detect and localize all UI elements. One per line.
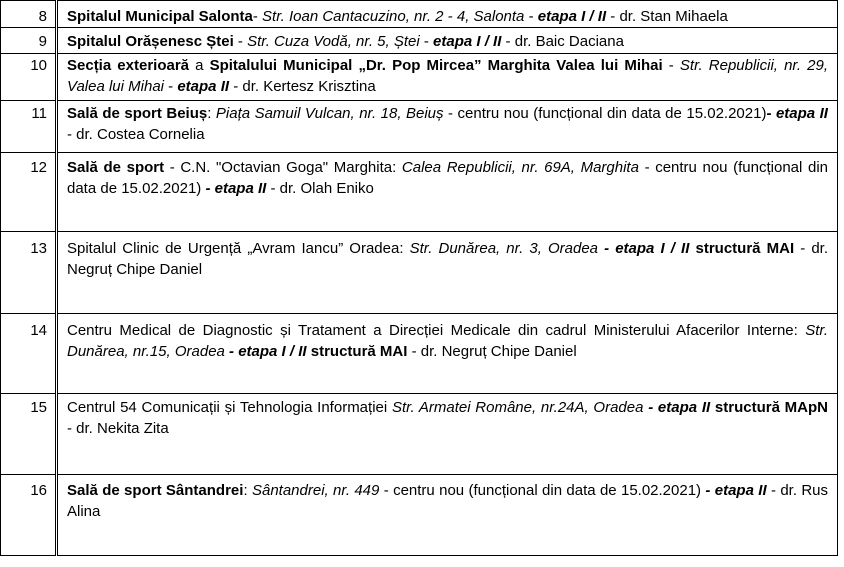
text-segment: - xyxy=(524,8,538,25)
center-description xyxy=(57,101,838,153)
table-row xyxy=(1,54,838,101)
text-segment: - dr. Rus Alina xyxy=(67,482,829,520)
table-row xyxy=(1,153,838,232)
row-number: 12 xyxy=(1,153,57,232)
text-segment: Str. Armatei Române, nr.24A, Oradea xyxy=(391,399,644,416)
text-segment: Sântandrei, nr. 449 xyxy=(251,482,380,499)
table-row xyxy=(1,28,838,54)
text-segment: - xyxy=(766,105,776,122)
text-segment: a xyxy=(189,57,210,74)
text-segment: Spitalul Orășenesc Ștei xyxy=(67,33,234,50)
text-segment: - etapa I / II xyxy=(598,240,690,257)
text-segment: : xyxy=(207,105,216,122)
table-body xyxy=(1,1,838,556)
text-segment: - xyxy=(164,78,178,95)
text-segment: Secția exterioară xyxy=(67,57,190,74)
text-segment: Str. Cuza Vodă, nr. 5, Ștei xyxy=(247,33,420,50)
text-segment: - xyxy=(662,57,680,74)
text-segment: - centru nou (funcțional din data de 15.02.2021) xyxy=(67,159,828,197)
text-segment: - xyxy=(419,33,434,50)
row-number: 16 xyxy=(1,475,57,556)
table-row xyxy=(1,394,838,475)
text-segment: Piața Samuil Vulcan, nr. 18, Beiuș xyxy=(215,105,444,122)
text-segment: etapa I / II xyxy=(433,33,502,50)
table-row xyxy=(1,475,838,556)
row-number: 8 xyxy=(1,1,57,28)
table-row xyxy=(1,101,838,153)
row-number: 10 xyxy=(1,54,57,101)
text-segment: Spitalului Municipal „Dr. Pop Mircea” Marghita Valea lui Mihai xyxy=(209,57,663,74)
text-segment: structură MAI xyxy=(689,240,795,257)
row-number: 13 xyxy=(1,232,57,314)
text-segment: structură MApN xyxy=(710,399,828,416)
text-segment: etapa II xyxy=(177,78,230,95)
text-segment: - xyxy=(252,8,263,25)
center-description xyxy=(57,153,838,232)
text-segment: Centru Medical de Diagnostic și Tratament a Direcției Medicale din cadrul Ministerului Afacerilor Interne: xyxy=(67,322,806,339)
center-description xyxy=(57,28,838,54)
text-segment: Spitalul Clinic de Urgență „Avram Iancu” Oradea: xyxy=(67,240,410,257)
text-segment: Str. Dunărea, nr.15, Oradea xyxy=(67,322,828,360)
text-segment: - dr. Negruț Chipe Daniel xyxy=(67,240,829,278)
text-segment: - dr. Kertesz Krisztina xyxy=(229,78,376,95)
row-number: 15 xyxy=(1,394,57,475)
text-segment: : xyxy=(243,482,252,499)
text-segment: - dr. Nekita Zita xyxy=(67,420,169,437)
text-segment: - dr. Negruț Chipe Daniel xyxy=(407,343,577,360)
text-segment: - centru nou (funcțional din data de 15.02.2021) xyxy=(379,482,706,499)
text-segment: - centru nou (funcțional din data de 15.02.2021) xyxy=(443,105,767,122)
text-segment: Centrul 54 Comunicații și Tehnologia Informației xyxy=(67,399,392,416)
text-segment: - etapa II xyxy=(643,399,711,416)
text-segment: - dr. Baic Daciana xyxy=(501,33,624,50)
text-segment: Sală de sport Sântandrei xyxy=(67,482,244,499)
center-description xyxy=(57,475,838,556)
text-segment: Str. Republicii, nr. 29, Valea lui Mihai xyxy=(67,57,828,95)
text-segment: etapa II xyxy=(775,105,828,122)
text-segment: Sală de sport xyxy=(67,159,165,176)
text-segment: - etapa II xyxy=(205,180,267,197)
center-description xyxy=(57,54,838,101)
text-segment: etapa I / II xyxy=(537,8,607,25)
text-segment: Str. Dunărea, nr. 3, Oradea xyxy=(409,240,599,257)
text-segment: - xyxy=(233,33,248,50)
table-row xyxy=(1,232,838,314)
text-segment: - dr. Olah Eniko xyxy=(266,180,374,197)
text-segment: - dr. Stan Mihaela xyxy=(606,8,728,25)
row-number: 11 xyxy=(1,101,57,153)
text-segment: - dr. Costea Cornelia xyxy=(67,126,205,143)
center-description xyxy=(57,314,838,394)
text-segment: Calea Republicii, nr. 69A, Marghita xyxy=(401,159,639,176)
text-segment: - C.N. "Octavian Goga" Marghita: xyxy=(164,159,402,176)
center-description xyxy=(57,1,838,28)
text-segment: Sală de sport Beiuș xyxy=(67,105,208,122)
text-segment: - etapa I / II xyxy=(224,343,307,360)
row-number: 14 xyxy=(1,314,57,394)
table-row xyxy=(1,314,838,394)
row-number: 9 xyxy=(1,28,57,54)
text-segment: - etapa II xyxy=(705,482,767,499)
table-row xyxy=(1,1,838,28)
text-segment: Str. Ioan Cantacuzino, nr. 2 - 4, Salonta xyxy=(262,8,525,25)
center-description xyxy=(57,232,838,314)
text-segment: structură MAI xyxy=(306,343,408,360)
center-description xyxy=(57,394,838,475)
text-segment: Spitalul Municipal Salonta xyxy=(67,8,253,25)
